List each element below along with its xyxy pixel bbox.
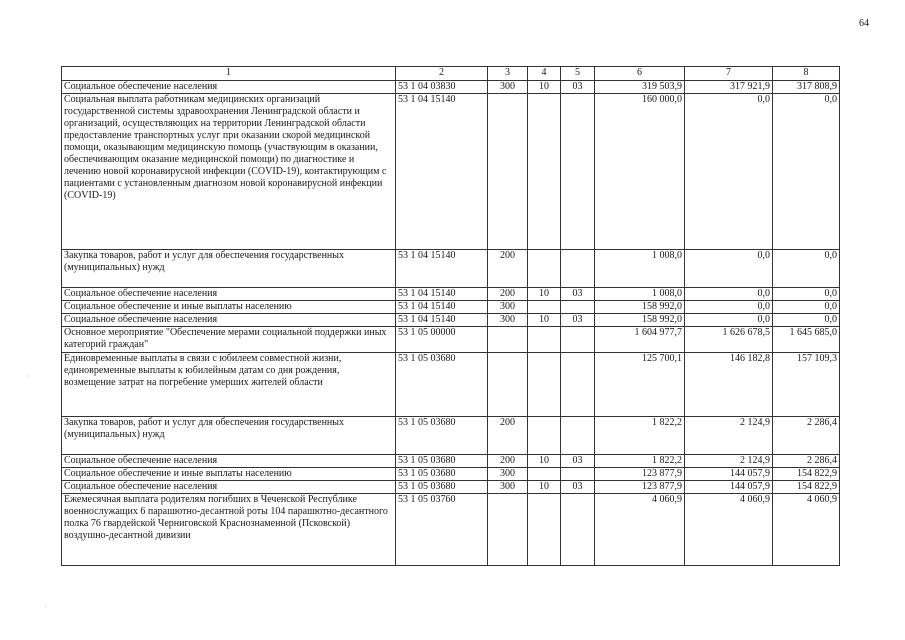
cell-code: 53 1 04 15140 xyxy=(396,94,488,250)
cell-pr xyxy=(561,494,595,566)
cell-v2: 0,0 xyxy=(685,301,773,314)
table-row xyxy=(62,494,840,566)
cell-v3: 317 808,9 xyxy=(773,81,840,94)
cell-pr xyxy=(561,301,595,314)
cell-v1: 1 008,0 xyxy=(595,250,685,288)
cell-rz: 10 xyxy=(528,455,561,468)
table-row xyxy=(62,481,840,494)
budget-table xyxy=(61,66,840,566)
cell-v2: 0,0 xyxy=(685,94,773,250)
header-row xyxy=(62,67,840,81)
cell-v3: 4 060,9 xyxy=(773,494,840,566)
cell-v3: 154 822,9 xyxy=(773,468,840,481)
cell-vr: 300 xyxy=(488,314,528,327)
cell-v2: 0,0 xyxy=(685,288,773,301)
scan-mark: · xyxy=(26,372,29,381)
cell-name: Основное мероприятие "Обеспечение мерами социальной поддержки иных категорий граждан" xyxy=(62,327,396,353)
cell-vr: 300 xyxy=(488,481,528,494)
table-row xyxy=(62,250,840,288)
header-cell: 6 xyxy=(595,67,685,81)
cell-rz: 10 xyxy=(528,314,561,327)
cell-vr: 200 xyxy=(488,417,528,455)
cell-name: Закупка товаров, работ и услуг для обеспечения государственных (муниципальных) нужд xyxy=(62,417,396,455)
cell-rz xyxy=(528,301,561,314)
cell-rz: 10 xyxy=(528,81,561,94)
cell-v2: 146 182,8 xyxy=(685,353,773,417)
header-cell: 4 xyxy=(528,67,561,81)
cell-v3: 0,0 xyxy=(773,288,840,301)
header-cell: 8 xyxy=(773,67,840,81)
cell-code: 53 1 05 03680 xyxy=(396,417,488,455)
cell-name: Социальное обеспечение населения xyxy=(62,455,396,468)
header-cell: 2 xyxy=(396,67,488,81)
cell-name: Социальное обеспечение населения xyxy=(62,288,396,301)
cell-v1: 125 700,1 xyxy=(595,353,685,417)
cell-rz xyxy=(528,417,561,455)
cell-v2: 0,0 xyxy=(685,314,773,327)
cell-code: 53 1 05 03680 xyxy=(396,353,488,417)
header-cell: 3 xyxy=(488,67,528,81)
cell-vr: 200 xyxy=(488,250,528,288)
cell-code: 53 1 04 03830 xyxy=(396,81,488,94)
cell-code: 53 1 05 03760 xyxy=(396,494,488,566)
cell-pr xyxy=(561,353,595,417)
table-row xyxy=(62,288,840,301)
cell-v3: 2 286,4 xyxy=(773,455,840,468)
cell-code: 53 1 04 15140 xyxy=(396,301,488,314)
cell-name: Социальное обеспечение и иные выплаты населению xyxy=(62,468,396,481)
cell-rz: 10 xyxy=(528,481,561,494)
cell-name: Социальное обеспечение населения xyxy=(62,314,396,327)
cell-code: 53 1 05 00000 xyxy=(396,327,488,353)
table-row xyxy=(62,417,840,455)
cell-v2: 1 626 678,5 xyxy=(685,327,773,353)
cell-vr xyxy=(488,327,528,353)
cell-rz xyxy=(528,494,561,566)
cell-v1: 319 503,9 xyxy=(595,81,685,94)
cell-code: 53 1 05 03680 xyxy=(396,468,488,481)
cell-v1: 1 822,2 xyxy=(595,455,685,468)
cell-name: Ежемесячная выплата родителям погибших в Чеченской Республике военнослужащих 6 парашютно-десантной роты 104 парашютно-десантного полка 76 гвардейской Черниговской Краснознаменной (Псковской) воздушно-десантной дивизии xyxy=(62,494,396,566)
cell-v2: 144 057,9 xyxy=(685,468,773,481)
cell-pr xyxy=(561,468,595,481)
cell-vr: 300 xyxy=(488,81,528,94)
cell-pr: 03 xyxy=(561,481,595,494)
cell-v1: 1 822,2 xyxy=(595,417,685,455)
cell-v2: 0,0 xyxy=(685,250,773,288)
cell-vr xyxy=(488,494,528,566)
cell-v1: 1 008,0 xyxy=(595,288,685,301)
table-row xyxy=(62,81,840,94)
cell-code: 53 1 05 03680 xyxy=(396,481,488,494)
cell-vr: 200 xyxy=(488,288,528,301)
header-cell: 5 xyxy=(561,67,595,81)
table-row xyxy=(62,314,840,327)
cell-v3: 0,0 xyxy=(773,314,840,327)
cell-pr: 03 xyxy=(561,81,595,94)
cell-rz xyxy=(528,327,561,353)
table-row xyxy=(62,327,840,353)
cell-v3: 0,0 xyxy=(773,250,840,288)
cell-pr: 03 xyxy=(561,455,595,468)
cell-pr: 03 xyxy=(561,314,595,327)
cell-pr xyxy=(561,94,595,250)
cell-vr: 300 xyxy=(488,301,528,314)
cell-v2: 317 921,9 xyxy=(685,81,773,94)
cell-pr xyxy=(561,417,595,455)
cell-v3: 2 286,4 xyxy=(773,417,840,455)
cell-rz xyxy=(528,94,561,250)
table-row xyxy=(62,353,840,417)
cell-v1: 123 877,9 xyxy=(595,468,685,481)
cell-name: Социальное обеспечение населения xyxy=(62,81,396,94)
cell-vr: 200 xyxy=(488,455,528,468)
cell-pr xyxy=(561,327,595,353)
header-cell: 1 xyxy=(62,67,396,81)
cell-v1: 158 992,0 xyxy=(595,314,685,327)
cell-v1: 4 060,9 xyxy=(595,494,685,566)
cell-v3: 0,0 xyxy=(773,301,840,314)
cell-rz xyxy=(528,250,561,288)
cell-code: 53 1 05 03680 xyxy=(396,455,488,468)
cell-name: Социальная выплата работникам медицинских организаций государственной системы здравоохранения Ленинградской области и организаций, осуществляющих на территории Ленинградской области предоставление транспортных услуг при оказании скорой медицинской помощи, оказывающим медицинскую помощь (участвующим в оказании, обеспечивающим оказание медицинской помощи) по диагностике и лечению новой коронавирусной инфекции (COVID-19), контактирующим с пациентами с установленным диагнозом новой коронавирусной инфекции (COVID-19) xyxy=(62,94,396,250)
cell-v3: 157 109,3 xyxy=(773,353,840,417)
cell-v1: 1 604 977,7 xyxy=(595,327,685,353)
cell-name: Социальное обеспечение и иные выплаты населению xyxy=(62,301,396,314)
cell-name: Социальное обеспечение населения xyxy=(62,481,396,494)
cell-code: 53 1 04 15140 xyxy=(396,288,488,301)
cell-rz xyxy=(528,468,561,481)
cell-pr xyxy=(561,250,595,288)
header-cell: 7 xyxy=(685,67,773,81)
cell-v2: 4 060,9 xyxy=(685,494,773,566)
cell-v3: 0,0 xyxy=(773,94,840,250)
table-row xyxy=(62,301,840,314)
cell-vr xyxy=(488,353,528,417)
cell-pr: 03 xyxy=(561,288,595,301)
cell-v3: 154 822,9 xyxy=(773,481,840,494)
cell-v1: 123 877,9 xyxy=(595,481,685,494)
page-number: 64 xyxy=(859,18,869,29)
cell-name: Единовременные выплаты в связи с юбилеем совместной жизни, единовременные выплаты к юбилейным датам со дня рождения, возмещение затрат на погребение умерших жителей области xyxy=(62,353,396,417)
table-row xyxy=(62,94,840,250)
cell-v1: 158 992,0 xyxy=(595,301,685,314)
cell-name: Закупка товаров, работ и услуг для обеспечения государственных (муниципальных) нужд xyxy=(62,250,396,288)
cell-v1: 160 000,0 xyxy=(595,94,685,250)
cell-rz xyxy=(528,353,561,417)
cell-v3: 1 645 685,0 xyxy=(773,327,840,353)
cell-rz: 10 xyxy=(528,288,561,301)
scan-mark: · xyxy=(44,602,47,611)
cell-vr: 300 xyxy=(488,468,528,481)
cell-v2: 144 057,9 xyxy=(685,481,773,494)
cell-vr xyxy=(488,94,528,250)
cell-code: 53 1 04 15140 xyxy=(396,314,488,327)
cell-v2: 2 124,9 xyxy=(685,417,773,455)
table-row xyxy=(62,468,840,481)
cell-code: 53 1 04 15140 xyxy=(396,250,488,288)
table-row xyxy=(62,455,840,468)
cell-v2: 2 124,9 xyxy=(685,455,773,468)
